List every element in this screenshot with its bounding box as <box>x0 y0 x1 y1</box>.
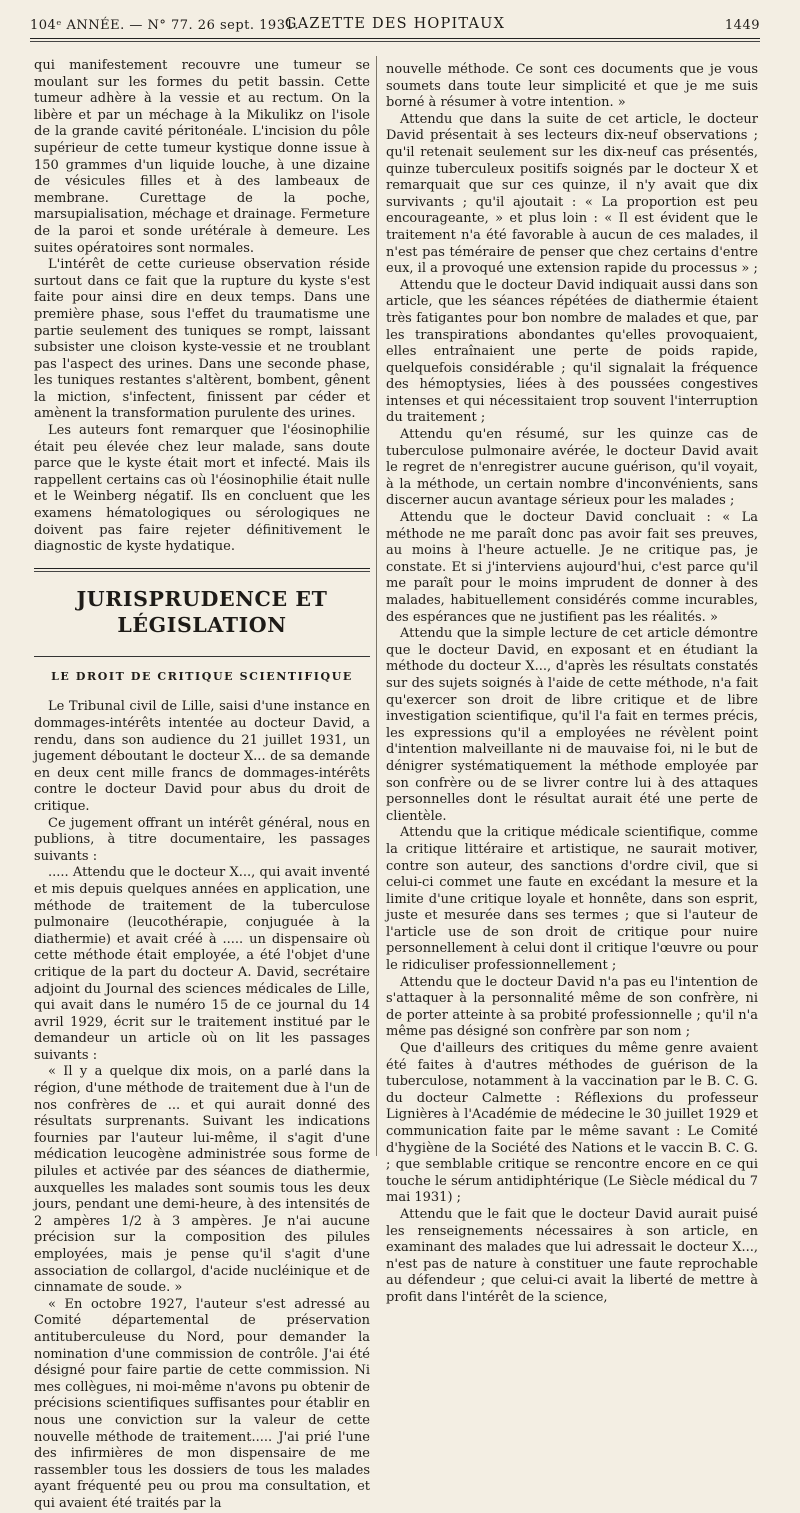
article-subheading: LE DROIT DE CRITIQUE SCIENTIFIQUE <box>51 669 353 683</box>
paragraph: ..... Attendu que le docteur X..., qui avait inventé et mis depuis quelques années en application, une méthode de traitement de la tuberculose pulmonaire (leucothérapie, conjuguée à la diathermie) et avait créé à ..... un dispensaire où cette méthode était employée, a été l'objet d'une critique de la part du docteur A. David, secrétaire adjoint du Journal des sciences médicales de Lille, qui avait dans le numéro 15 de ce journal du 14 avril 1929, écrit sur le traitement institué par le demandeur un article où on lit les passages suivants : <box>34 865 370 1063</box>
section-rule-thin <box>34 571 370 572</box>
section-rule-under <box>34 656 370 657</box>
paragraph: « En octobre 1927, l'auteur s'est adressé au Comité départemental de préservation antituberculeuse du Nord, pour demander la nomination d'une commission de contrôle. J'ai été désigné pour faire partie de cette commission. Ni mes collègues, ni moi-même n'avons pu obtenir de précisions scientifiques suffisantes pour établir en nous une conviction sur la valeur de cette nouvelle méthode de traitement..... J'ai prié l'une des infirmières de mon dispensaire de me rassembler tous les dossiers de tous les malades ayant fréquenté peu ou prou ma consultation, et qui avaient été traités par la <box>34 1296 370 1511</box>
paragraph: Les auteurs font remarquer que l'éosinophilie était peu élevée chez leur malade, sans doute parce que le kyste était mort et infecté. Mais ils rappellent certains cas où l'éosinophilie était nulle et le Weinberg négatif. Ils en concluent que les examens hématologiques ou sérologiques ne doivent pas faire rejeter définitivement le diagnostic de kyste hydatique. <box>34 423 370 555</box>
paragraph: Attendu que le docteur David indiquait aussi dans son article, que les séances répétées de diathermie étaient très fatigantes pour bon nombre de malades et que, par les transpirations abondantes qu'elles provoquaient, elles entraînaient une perte de poids rapide, quelquefois considérable ; qu'il signalait la fréquence des hémoptysies, liées à des poussées congestives intenses et qui nécessitaient trop souvent l'interruption du traitement ; <box>386 277 758 426</box>
paragraph: Attendu que dans la suite de cet article, le docteur David présentait à ses lecteurs dix-neuf observations ; qu'il retenait seulement sur les dix-neuf cas présentés, quinze tuberculeux positifs soignés par le docteur X et remarquait que sur ces quinze, il n'y avait que dix survivants ; qu'il ajoutait : « La proportion est peu encourageante, » et plus loin : « Il est évident que le traitement n'a été favorable à aucun de ces malades, il n'est pas téméraire de penser que chez certains d'entre eux, il a provoqué une extension rapide du processus » ; <box>386 111 758 277</box>
paragraph: Attendu que le docteur David n'a pas eu l'intention de s'attaquer à la personnalité même de son confrère, ni de porter atteinte à sa probité professionnelle ; qu'il n'a même pas désigné son confrère par son nom ; <box>386 974 758 1040</box>
issue-info: 104ᵉ ANNÉE. — N° 77. 26 sept. 1931. <box>30 18 299 33</box>
header-rule <box>30 38 760 39</box>
page-header <box>30 14 760 38</box>
section-rule <box>34 568 370 569</box>
paragraph: qui manifestement recouvre une tumeur se moulant sur les formes du petit bassin. Cette tumeur adhère à la vessie et au rectum. On la libère et par un méchage à la Mikulikz on l'isole de la grande cavité péritonéale. L'incision du pôle supérieur de cette tumeur kystique donne issue à 150 grammes d'un liquide louche, à une dizaine de vésicules filles et à des lambeaux de membrane. Curettage de la poche, marsupialisation, méchage et drainage. Fermeture de la paroi et sonde urétérale à demeure. Les suites opératoires sont normales. <box>34 58 370 256</box>
paragraph: Attendu que la critique médicale scientifique, comme la critique littéraire et artistique, ne saurait motiver, contre son auteur, des sanctions d'ordre civil, que si celui-ci commet une faute en excédant la mesure et la limite d'une critique loyale et honnête, dans son esprit, juste et mesurée dans ses termes ; que si l'auteur de l'article use de son droit de critique pour nuire personnellement à celui dont il critique l'œuvre ou pour le ridiculiser professionnellement ; <box>386 825 758 974</box>
paragraph: nouvelle méthode. Ce sont ces documents que je vous soumets dans toute leur simplicité et que je me suis borné à résumer à votre intention. » <box>386 62 758 111</box>
paragraph: Attendu que le fait que le docteur David aurait puisé les renseignements nécessaires à son article, en examinant des malades que lui adressait le docteur X..., n'est pas de nature à constituer une faute reprochable au défendeur ; que celui-ci avait la liberté de mettre à profit dans l'intérêt de la science, <box>386 1206 758 1305</box>
paragraph: Que d'ailleurs des critiques du même genre avaient été faites à d'autres méthodes de guérison de la tuberculose, notamment à la vaccination par le B. C. G. du docteur Calmette : Réflexions du professeur Lignières à l'Académie de médecine le 30 juillet 1929 et communication faite par le même savant : Le Comité d'hygiène de la Société des Nations et le vaccin B. C. G. ; que semblable critique se rencontre encore en ce qui touche le sérum antidiphtérique (Le Siècle médical du 7 mai 1931) ; <box>386 1041 758 1206</box>
paragraph: Attendu que le docteur David concluait : « La méthode ne me paraît donc pas avoir fait ses preuves, au moins à l'heure actuelle. Je ne critique pas, je constate. Et si j'interviens aujourd'hui, c'est parce qu'il me paraît pour le moins imprudent de donner à des malades, habituellement considérés comme incurables, des espérances que ne justifient pas les réalités. » <box>386 510 758 625</box>
header-rule-thin <box>30 41 760 42</box>
page-number: 1449 <box>724 18 760 33</box>
paragraph: Attendu que la simple lecture de cet article démontre que le docteur David, en exposant et en étudiant la méthode du docteur X..., d'après les résultats constatés sur des sujets soignés à l'aide de cette méthode, n'a fait qu'exercer son droit de libre critique et de libre investigation scientifique, qu'il l'a fait en termes précis, les expressions qu'il a employées ne révèlent point d'intention malveillante ni de mauvaise foi, ni le but de dénigrer systématiquement la méthode employée par son confrère ou de se livrer contre lui à des attaques personnelles dont le résultat aurait été une perte de clientèle. <box>386 626 758 824</box>
column-divider <box>376 56 377 1156</box>
right-column <box>386 62 758 1307</box>
journal-title: GAZETTE DES HOPITAUX <box>284 16 506 32</box>
paragraph: « Il y a quelque dix mois, on a parlé dans la région, d'une méthode de traitement due à l'un de nos confrères de ... et qui aurait donné des résultats surprenants. Suivant les indications fournies par l'auteur lui-même, il s'agit d'une médication leucogène administrée sous forme de pilules et activée par des séances de diathermie, auxquelles les malades sont soumis tous les deux jours, pendant une demi-heure, à des intensités de 2 ampères 1/2 à 3 ampères. Je n'ai aucune précision sur la composition des pilules employées, mais je pense qu'il s'agit d'une association de collargol, d'acide nucléinique et de cinnamate de soude. » <box>34 1064 370 1296</box>
left-column <box>34 58 370 1513</box>
paragraph: Ce jugement offrant un intérêt général, nous en publions, à titre documentaire, les passages suivants : <box>34 815 370 864</box>
section-heading: JURISPRUDENCE ET LÉGISLATION <box>76 586 328 637</box>
paragraph: Attendu qu'en résumé, sur les quinze cas de tuberculose pulmonaire avérée, le docteur David avait le regret de n'enregistrer aucune guérison, qu'il voyait, à la méthode, un certain nombre d'inconvénients, sans discerner aucun avantage sérieux pour les malades ; <box>386 427 758 509</box>
paragraph: Le Tribunal civil de Lille, saisi d'une instance en dommages-intérêts intentée au docteur David, a rendu, dans son audience du 21 juillet 1931, un jugement déboutant le docteur X... de sa demande en deux cent mille francs de dommages-intérêts contre le docteur David pour abus du droit de critique. <box>34 699 370 814</box>
paragraph: L'intérêt de cette curieuse observation réside surtout dans ce fait que la rupture du kyste s'est faite pour ainsi dire en deux temps. Dans une première phase, sous l'effet du traumatisme une partie seulement des tuniques se rompt, laissant subsister une cloison kyste-vessie et ne troublant pas l'aspect des urines. Dans une seconde phase, les tuniques restantes s'altèrent, bombent, gênent la miction, s'infectent, finissent par céder et amènent la transformation purulente des urines. <box>34 257 370 422</box>
